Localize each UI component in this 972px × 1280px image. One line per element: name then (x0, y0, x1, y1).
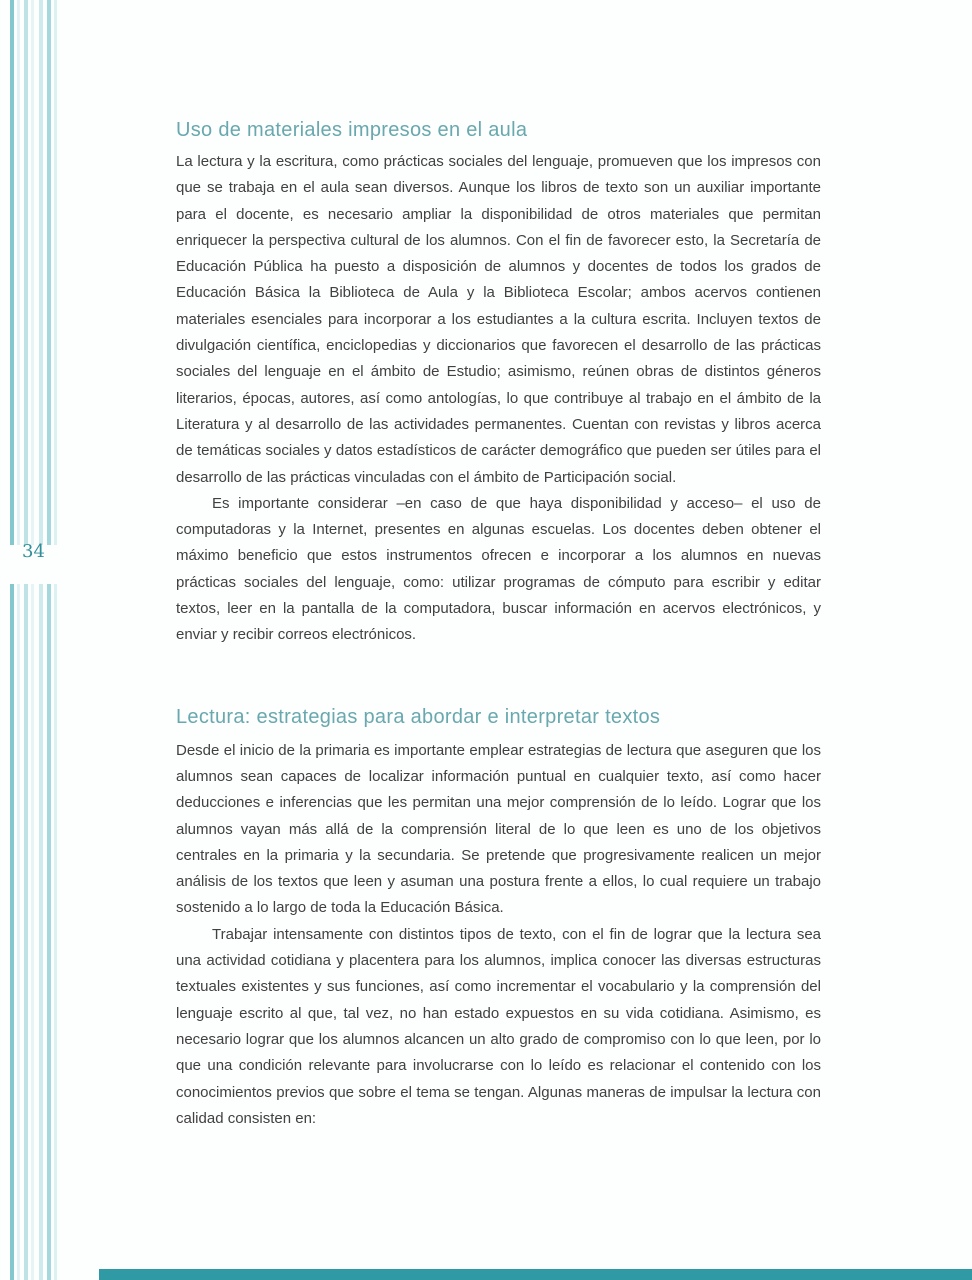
section-lectura-estrategias (176, 706, 821, 1132)
decorative-stripe (10, 0, 14, 545)
decorative-stripe (47, 584, 51, 1280)
body-paragraph: Es importante considerar –en caso de que haya disponibilidad y acceso– el uso de computadoras y la Internet, presentes en algunas escuelas. Los docentes deben obtener el máximo beneficio que estos instrumentos ofrecen e incorporar a los alumnos en nuevas prácticas sociales del lenguaje, como: utilizar programas de cómputo para escribir y editar textos, leer en la pantalla de la computadora, buscar información en acervos electrónicos, y enviar y recibir correos electrónicos. (176, 494, 821, 644)
decorative-stripe (17, 584, 20, 1280)
page-number: 34 (22, 541, 45, 562)
decorative-stripe (31, 0, 34, 545)
decorative-stripe (39, 584, 43, 1280)
section-uso-de-materiales-impresos (176, 119, 821, 649)
decorative-stripe (24, 584, 28, 1280)
decorative-stripe (10, 584, 14, 1280)
body-paragraph: Desde el inicio de la primaria es importante emplear estrategias de lectura que aseguren que los alumnos sean capaces de localizar información puntual en cualquier texto, así como hacer deducciones e inferencias que les permitan una mejor comprensión de lo leído. Lograr que los alumnos vayan más allá de la comprensión literal de lo que leen es uno de los objetivos centrales en la primaria y la secundaria. Se pretende que progresivamente realicen un mejor análisis de los textos que leen y asuman una postura frente a ellos, lo cual requiere un trabajo sostenido a lo largo de toda la Educación Básica. (176, 741, 821, 917)
body-paragraph: Trabajar intensamente con distintos tipos de texto, con el fin de lograr que la lectura sea una actividad cotidiana y placentera para los alumnos, implica conocer las diversas estructuras textuales existentes y sus funciones, así como incrementar el vocabulario y la comprensión del lenguaje escrito al que, tal vez, no han estado expuestos en su vida cotidiana. Asimismo, es necesario lograr que los alumnos alcancen un alto grado de compromiso con lo que leen, por lo que una condición relevante para involucrarse con lo leído es relacionar el contenido con los conocimientos previos que sobre el tema se tengan. Algunas maneras de impulsar la lectura con calidad consisten en: (176, 925, 821, 1127)
decorative-stripe (54, 584, 57, 1280)
decorative-stripe (54, 0, 57, 545)
section-heading: Lectura: estrategias para abordar e interpretar textos (176, 705, 661, 728)
page-content (176, 0, 821, 1132)
decorative-stripe (47, 0, 51, 545)
decorative-stripe (24, 0, 28, 545)
section-heading: Uso de materiales impresos en el aula (176, 119, 528, 141)
body-paragraph: La lectura y la escritura, como prácticas sociales del lenguaje, promueven que los impresos con que se trabaja en el aula sean diversos. Aunque los libros de texto son un auxiliar importante para el docente, es necesario ampliar la disponibilidad de otros materiales que permitan enriquecer la perspectiva cultural de los alumnos. Con el fin de favorecer esto, la Secretaría de Educación Pública ha puesto a disposición de alumnos y docentes de todos los grados de Educación Básica la Biblioteca de Aula y la Biblioteca Escolar; ambos acervos contienen materiales esenciales para incorporar a los estudiantes a la cultura escrita. Incluyen textos de divulgación científica, enciclopedias y diccionarios que favorecen el desarrollo de las prácticas sociales del lenguaje en el ámbito de Estudio; asimismo, reúnen obras de distintos géneros literarios, épocas, autores, así como antologías, lo que contribuye al trabajo en el ámbito de la Literatura y al desarrollo de las actividades permanentes. Cuentan con revistas y libros acerca de temáticas sociales y datos estadísticos de carácter demográfico que pueden ser útiles para el desarrollo de las prácticas vinculadas con el ámbito de Participación social. (176, 153, 821, 486)
decorative-stripe (39, 0, 43, 545)
decorative-stripe (31, 584, 34, 1280)
bottom-accent-bar (99, 1269, 972, 1280)
decorative-stripe (17, 0, 20, 545)
